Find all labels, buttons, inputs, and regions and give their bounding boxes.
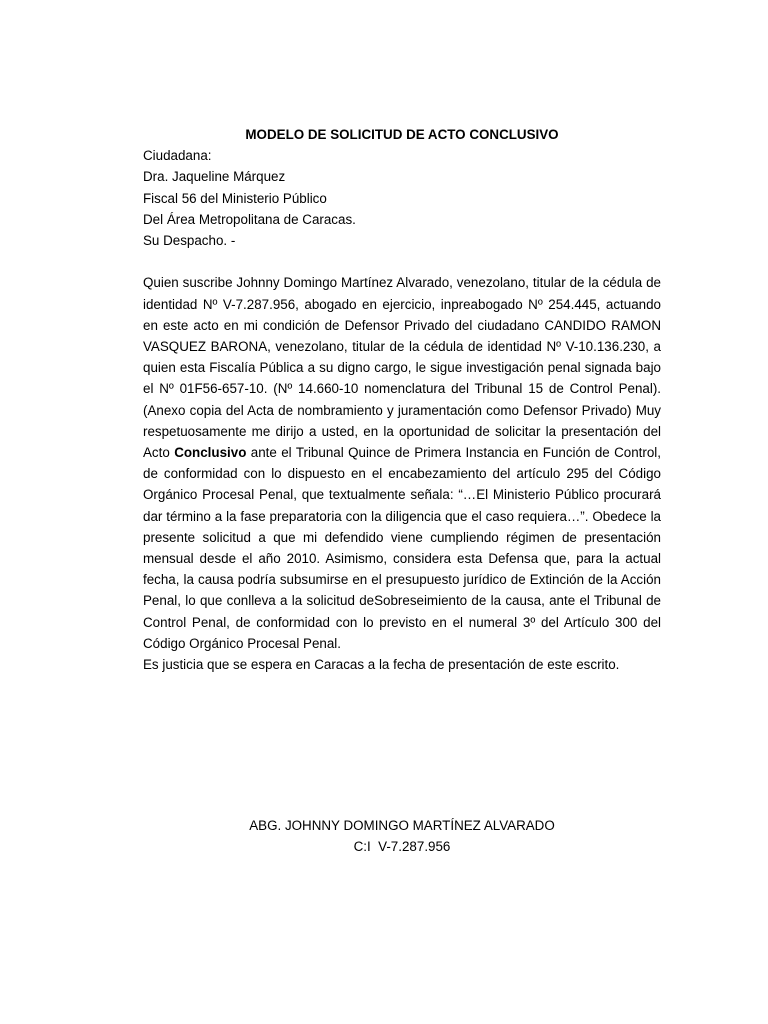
document-content [143,124,661,675]
signature-id: C:I V-7.287.956 [353,839,451,855]
addressee-line-1: Ciudadana: [143,148,212,164]
signature-name: ABG. JOHNNY DOMINGO MARTÍNEZ ALVARADO [249,818,555,833]
paragraph-spacer [143,251,661,272]
addressee-line-5: Su Despacho. - [143,233,236,249]
addressee-line-4: Del Área Metropolitana de Caracas. [143,211,356,227]
closing-paragraph: Es justicia que se espera en Caracas a la fecha de presentación de este escrito. [143,657,620,673]
body-text-end: ante el Tribunal Quince de Primera Instancia en Función de Control, de conformidad con lo dispuesto en el encabezamiento del artículo 295 del Código Orgánico Procesal Penal, que textualmente señala: “…El Ministerio Público procurará dar término a la fase preparatoria con la diligencia que el caso requiera…”. Obedece la presente solicitud a que mi defendido viene cumpliendo régimen de presentación mensual desde el año 2010. Asimismo, considera esta Defensa que, para la actual fecha, la causa podría subsumirse en el presupuesto jurídico de Extinción de la Acción Penal, lo que conlleva a la solicitud deSobreseimiento de la causa, ante el Tribunal de Control Penal, de conformidad con lo previsto en el numeral 3º del Artículo 300 del Código Orgánico Procesal Penal. [143,445,662,651]
body-paragraph [143,272,661,654]
body-text-start: Quien suscribe Johnny Domingo Martínez Alvarado, venezolano, titular de la cédula de identidad Nº V-7.287.956, abogado en ejercicio, inpreabogado Nº 254.445, actuando en este acto en mi condición de Defensor Privado del ciudadano CANDIDO RAMON VASQUEZ BARONA, venezolano, titular de la cédula de identidad Nº V-10.136.230, a quien esta Fiscalía Pública a su digno cargo, le sigue investigación penal signada bajo el Nº 01F56-657-10. (Nº 14.660-10 nomenclatura del Tribunal 15 de Control Penal). (Anexo copia del Acta de nombramiento y juramentación como Defensor Privado) Muy respetuosamente me dirijo a usted, en la oportunidad de solicitar la presentación del Acto [143,275,661,461]
document-title: MODELO DE SOLICITUD DE ACTO CONCLUSIVO [245,127,559,142]
addressee-line-3: Fiscal 56 del Ministerio Público [143,190,327,206]
body-text-bold: Conclusivo [174,445,247,461]
addressee-line-2: Dra. Jaqueline Márquez [143,169,286,185]
signature-block [143,815,661,857]
